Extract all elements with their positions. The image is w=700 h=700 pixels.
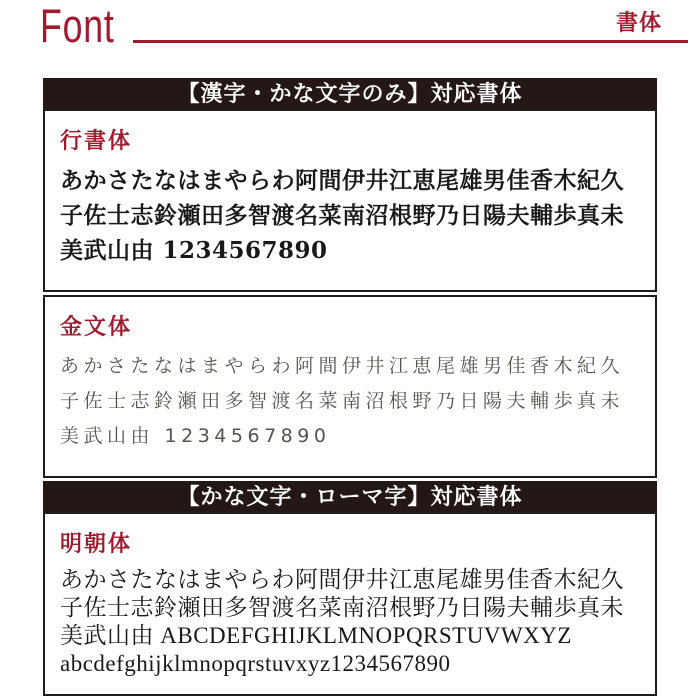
font-sample-minchotai [60, 566, 640, 678]
sample-line: 美武山由 1234567890 [60, 425, 331, 447]
sample-line: 子佐士志鈴瀬田多智渡名菜南沼根野乃日陽夫輔歩真未 [60, 390, 625, 412]
sample-line: abcdefghijklmnopqrstuvxyz1234567890 [60, 651, 451, 676]
font-label-kinbuntai: 金文体 [60, 314, 133, 339]
page-title: Font [40, 0, 115, 52]
sample-line: 美武山由 ABCDEFGHIJKLMNOPQRSTUVWXYZ [60, 623, 572, 648]
font-box-kinbuntai [43, 295, 657, 478]
header-rule [133, 40, 688, 43]
page-subtitle-ja: 書体 [615, 10, 662, 35]
font-sample-kinbuntai [60, 349, 640, 454]
sample-line: 美武山由 1234567890 [60, 237, 328, 264]
section-banner-kanji-kana: 【漢字・かな文字のみ】対応書体 [43, 78, 657, 109]
font-sections [43, 78, 657, 696]
sample-line: 子佐士志鈴瀬田多智渡名菜南沼根野乃日陽夫輔歩真未 [60, 595, 624, 620]
font-box-gyoshotai [43, 109, 657, 292]
sample-line: あかさたなはまやらわ阿間伊井江恵尾雄男佳香木紀久 [60, 567, 624, 592]
section-banner-kana-roman: 【かな文字・ローマ字】対応書体 [43, 481, 657, 512]
font-sample-gyoshotai [60, 163, 640, 268]
page-header [0, 0, 700, 78]
font-box-minchotai [43, 512, 657, 696]
sample-line: 子佐士志鈴瀬田多智渡名菜南沼根野乃日陽夫輔歩真未 [60, 202, 624, 229]
font-label-minchotai: 明朝体 [60, 531, 133, 556]
sample-line: あかさたなはまやらわ阿間伊井江恵尾雄男佳香木紀久 [60, 355, 625, 377]
sample-line: あかさたなはまやらわ阿間伊井江恵尾雄男佳香木紀久 [60, 167, 624, 194]
font-label-gyoshotai: 行書体 [60, 128, 133, 153]
